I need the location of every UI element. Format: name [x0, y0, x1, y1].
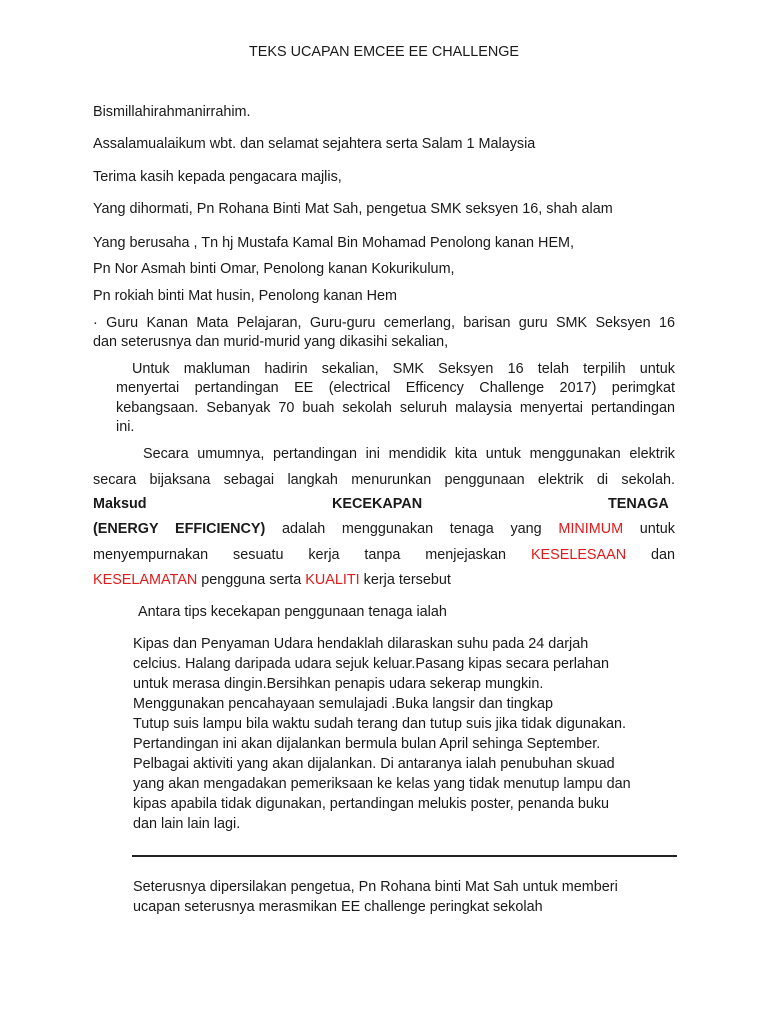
greeting-line: Bismillahirahmanirrahim. — [93, 104, 251, 120]
tenaga-word: TENAGA — [608, 496, 669, 512]
makluman-line: kebangsaan. Sebanyak 70 buah sekolah seluruh malaysia menyertai pertandingan — [116, 400, 675, 416]
definition-line — [93, 570, 451, 590]
definition-line — [93, 545, 675, 565]
minimum-highlight: MINIMUM — [558, 521, 624, 537]
kecekapan-word: KECEKAPAN — [332, 496, 423, 512]
guru-line: dan seterusnya dan murid-murid yang dikasihi sekalian, — [93, 334, 449, 350]
greeting-line: Yang berusaha , Tn hj Mustafa Kamal Bin Mohamad Penolong kanan HEM, — [93, 235, 575, 251]
tips-line: Kipas dan Penyaman Udara hendaklah dilaraskan suhu pada 24 darjah — [133, 636, 589, 652]
maksud-word: Maksud — [93, 496, 147, 512]
page-title: TEKS UCAPAN EMCEE EE CHALLENGE — [248, 44, 520, 60]
definition-text: kerja tersebut — [359, 572, 451, 588]
tips-line: celcius. Halang daripada udara sejuk keluar.Pasang kipas secara perlahan — [133, 656, 609, 672]
definition-line — [93, 519, 675, 539]
secara-line: secara bijaksana sebagai langkah menurunkan penggunaan elektrik di sekolah. — [93, 472, 675, 488]
greeting-line: Pn rokiah binti Mat husin, Penolong kanan Hem — [93, 288, 397, 304]
keselesaan-highlight: KESELESAAN — [530, 547, 627, 563]
definition-text: untuk — [623, 521, 676, 537]
definition-text: pengguna serta — [197, 572, 306, 588]
energy-efficiency-term: (ENERGY EFFICIENCY) — [93, 521, 266, 537]
tips-heading: Antara tips kecekapan penggunaan tenaga ialah — [138, 604, 447, 620]
definition-text: adalah menggunakan tenaga yang — [265, 521, 559, 537]
guru-line: · Guru Kanan Mata Pelajaran, Guru-guru cemerlang, barisan guru SMK Seksyen 16 — [93, 315, 675, 331]
greeting-line: Pn Nor Asmah binti Omar, Penolong kanan Kokurikulum, — [93, 261, 455, 277]
tips-line: Pertandingan ini akan dijalankan bermula bulan April sehinga September. — [133, 736, 601, 752]
tips-line: yang akan mengadakan pemeriksaan ke kelas yang tidak menutup lampu dan — [133, 776, 631, 792]
tips-line: Pelbagai aktiviti yang akan dijalankan. Di antaranya ialah penubuhan skuad — [133, 756, 615, 772]
greeting-line: Assalamualaikum wbt. dan selamat sejahtera serta Salam 1 Malaysia — [93, 136, 536, 152]
greeting-line: Yang dihormati, Pn Rohana Binti Mat Sah, pengetua SMK seksyen 16, shah alam — [93, 201, 613, 217]
tips-line: untuk merasa dingin.Bersihkan penapis udara sekerap mungkin. — [133, 676, 544, 692]
secara-line: Secara umumnya, pertandingan ini mendidik kita untuk menggunakan elektrik — [143, 446, 675, 462]
keselamatan-highlight: KESELAMATAN — [93, 572, 198, 588]
makluman-line: Untuk makluman hadirin sekalian, SMK Seksyen 16 telah terpilih untuk — [132, 361, 675, 377]
tips-line: Menggunakan pencahayaan semulajadi .Buka langsir dan tingkap — [133, 696, 554, 712]
closing-line: Seterusnya dipersilakan pengetua, Pn Rohana binti Mat Sah untuk memberi — [133, 879, 618, 895]
makluman-line: menyertai pertandingan EE (electrical Efficency Challenge 2017) perimgkat — [116, 380, 675, 396]
tips-line: kipas apabila tidak digunakan, pertandingan melukis poster, penanda buku — [133, 796, 610, 812]
kualiti-highlight: KUALITI — [305, 572, 360, 588]
tips-line: dan lain lain lagi. — [133, 816, 241, 832]
horizontal-divider — [132, 855, 677, 857]
definition-text: menyempurnakan sesuatu kerja tanpa menjejaskan — [93, 547, 531, 563]
definition-text: dan — [626, 547, 676, 563]
makluman-line: ini. — [116, 419, 135, 435]
closing-line: ucapan seterusnya merasmikan EE challenge peringkat sekolah — [133, 899, 543, 915]
tips-line: Tutup suis lampu bila waktu sudah terang dan tutup suis jika tidak digunakan. — [133, 716, 627, 732]
greeting-line: Terima kasih kepada pengacara majlis, — [93, 169, 342, 185]
